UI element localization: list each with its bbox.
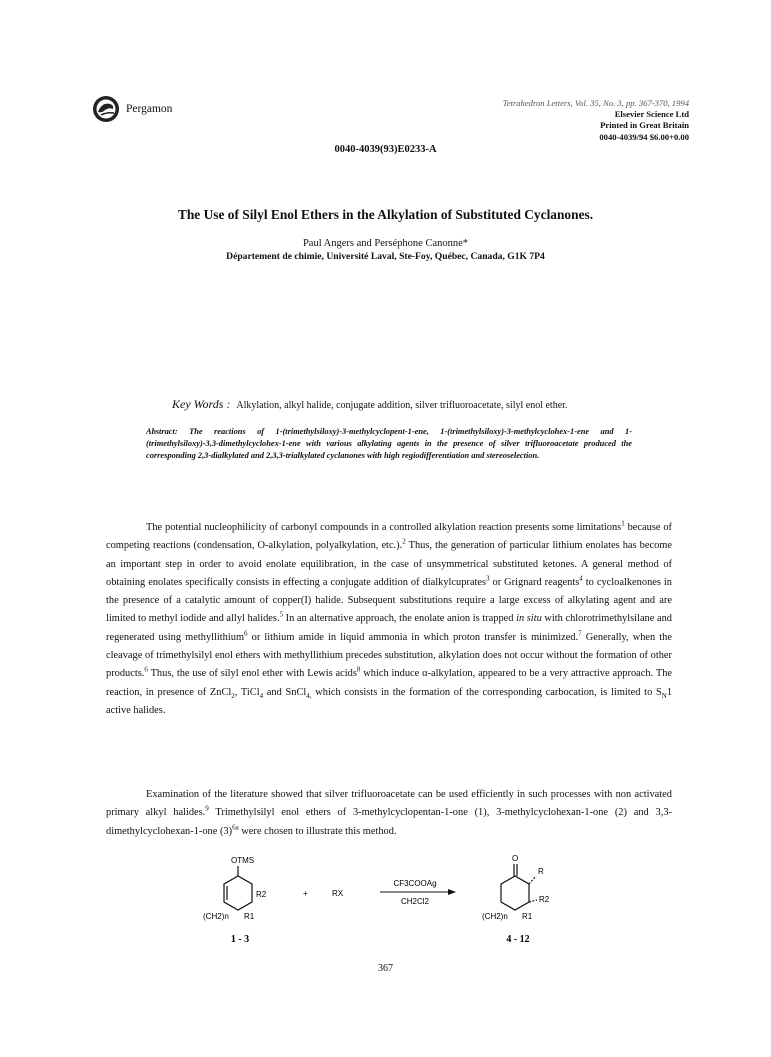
printed-line: Printed in Great Britain bbox=[600, 120, 689, 131]
price-line: 0040-4039/94 $6.00+0.00 bbox=[599, 131, 689, 142]
reactant-structure bbox=[224, 866, 252, 910]
affiliation: Département de chimie, Université Laval, Ste-Foy, Québec, Canada, G1K 7P4 bbox=[226, 251, 545, 262]
ch2n-left-label: (CH2)n bbox=[203, 912, 229, 921]
otms-label: OTMS bbox=[231, 856, 255, 865]
paper-title: The Use of Silyl Enol Ethers in the Alkylation of Substituted Cyclanones. bbox=[177, 207, 594, 222]
product-structure bbox=[501, 864, 537, 910]
solvent-label: CH2Cl2 bbox=[400, 897, 430, 906]
abstract-text: The reactions of 1-(trimethylsiloxy)-3-methylcyclopent-1-ene, 1-(trimethylsiloxy)-3-methylcyclohex-1-ene and 1-(trimethylsiloxy)-3,3-dimethylcyclohex-1-ene with various alkylating agents in the presence of silver trifluoroacetate produced the corresponding 2,3-dialkylated and 2,3,3-trialkylated cyclanones with high regiodifferentiation and stereoselection. bbox=[146, 427, 632, 460]
reagent-label: CF3COOAg bbox=[393, 879, 437, 888]
journal-citation: Tetrahedron Letters, Vol. 35, No. 3, pp. 367-370, 1994 bbox=[502, 98, 689, 108]
authors: Paul Angers and Perséphone Canonne* bbox=[302, 238, 469, 249]
keywords-text: Alkylation, alkyl halide, conjugate addition, silver trifluoroacetate, silyl enol ether. bbox=[236, 400, 568, 411]
arrow-head-icon bbox=[448, 889, 456, 895]
r-label: R bbox=[538, 867, 544, 876]
abstract bbox=[146, 426, 632, 461]
page-number: 367 bbox=[378, 963, 393, 974]
paragraph-1: The potential nucleophilicity of carbonyl compounds in a controlled alkylation reaction presents some limitations$^1$ because of competing reactions (condensation, O-alkylation, polyalkylation, etc.).$^2$ Thus, the generation of particular lithium enolates has become an important step in order to avoid enolate equilibration, in the case of unsymmetrical substituted ketones. A general method of obtaining enolates specifically consists in effecting a conjugate addition of dialkylcuprates$^3$ or Grignard reagents$^4$ to cycloalkenones in the presence of a catalytic amount of copper(I) halide. Subsequent substitutions require a large excess of alkylating agent and are limited to methyl iodide and allyl halides.$^5$ In an alternative approach, the enolate anion is trapped in situ with chlorotrimethylsilane and regenerated using methyllithium$^6$ or lithium amide in liquid ammonia in which proton transfer is minimized.$^7$ Generally, when the cleavage of trimethylsilyl enol ethers with methyllithium precedes substitution, alkylation does not occur without the formation of other products.$^6$ Thus, the use of silyl enol ether with Lewis acids$^8$ which induce α-alkylation, appeared to be a very attractive approach. The reaction, in presence of ZnCl$_2$, TiCl$_4$ and SnCl$_{4,}$ which consists in the formation of the corresponding carbocation, is limited to $S_N1$ active halides. bbox=[106, 519, 673, 716]
publisher-block bbox=[92, 95, 172, 123]
pergamon-logo-icon bbox=[92, 95, 120, 123]
journal-info bbox=[503, 98, 689, 143]
publisher-name: Pergamon bbox=[126, 103, 173, 115]
o-label: O bbox=[512, 854, 519, 863]
ch2n-right-label: (CH2)n bbox=[482, 912, 508, 921]
doi: 0040-4039(93)E0233-A bbox=[334, 144, 437, 155]
compounds-label-right: 4 - 12 bbox=[506, 934, 530, 945]
r1-left-label: R1 bbox=[244, 912, 255, 921]
r1-right-label: R1 bbox=[522, 912, 533, 921]
reaction-scheme bbox=[200, 852, 600, 952]
plus-sign: + bbox=[303, 889, 308, 898]
paragraph-2: Examination of the literature showed that silver trifluoroacetate can be used efficiently in such processes with non activated primary alkyl halides.$^9$ Trimethylsilyl enol ethers of 3-methylcyclopentan-1-one (1), 3-methylcyclohexan-1-one (2) and 3,3-dimethylcyclohexan-1-one $(3)^{6a}$ were chosen to illustrate this method. bbox=[106, 789, 672, 837]
keywords bbox=[172, 397, 567, 412]
keywords-label: Key Words : bbox=[172, 397, 231, 411]
rx-label: RX bbox=[332, 889, 344, 898]
r2-left-label: R2 bbox=[256, 890, 267, 899]
abstract-label: Abstract: bbox=[146, 427, 178, 436]
r2-right-label: R2 bbox=[539, 895, 550, 904]
publisher-line: Elsevier Science Ltd bbox=[614, 109, 689, 120]
compounds-label-left: 1 - 3 bbox=[230, 934, 250, 945]
